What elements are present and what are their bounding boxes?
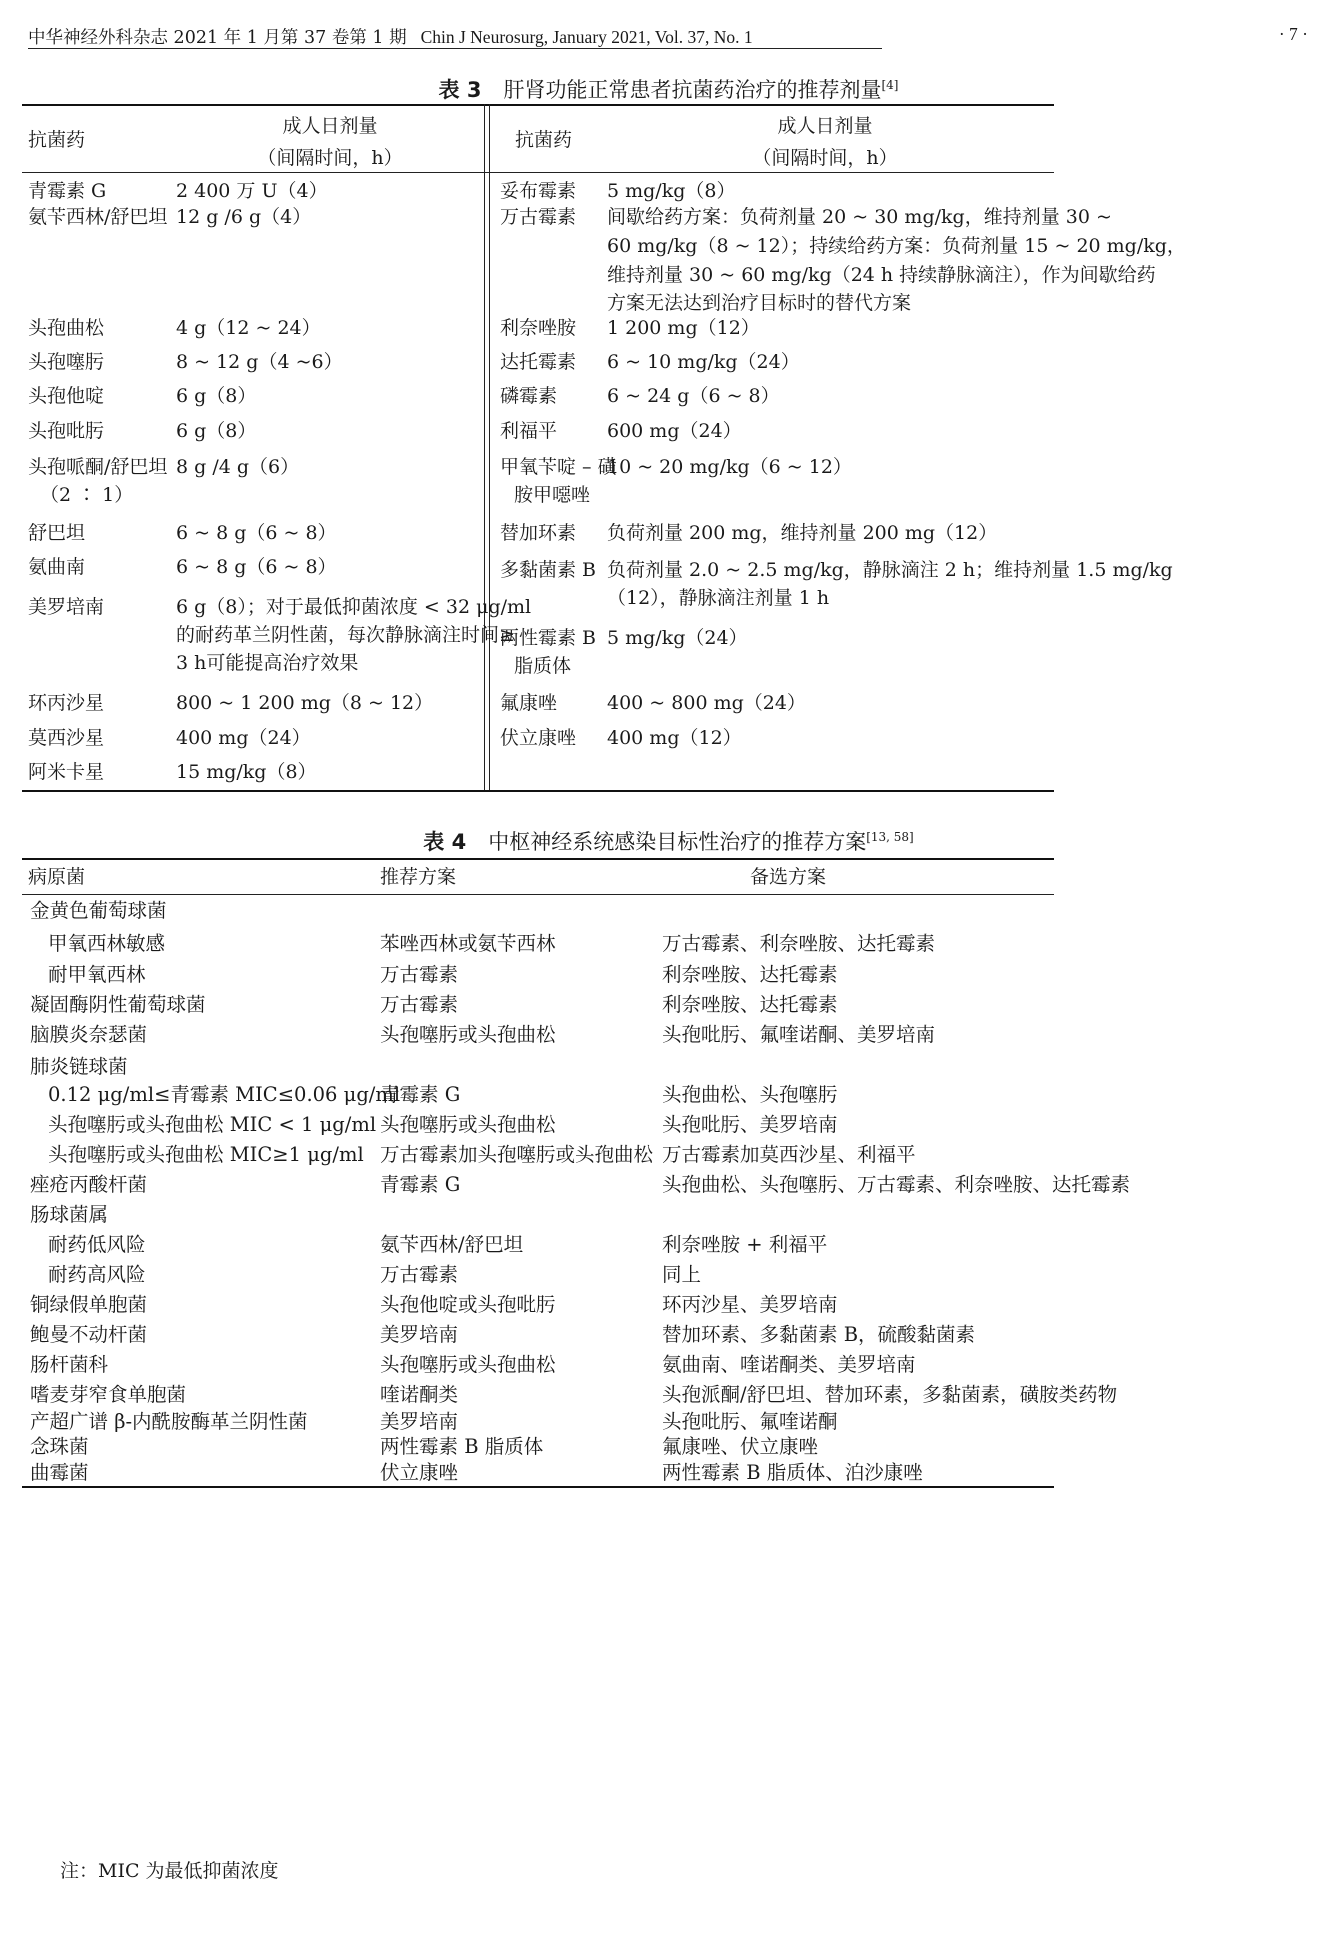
table4-col-pathogen: 病原菌 (28, 866, 86, 888)
table4-pathogen: 痤疮丙酸杆菌 (30, 1173, 148, 1196)
table4-alternative: 氟康唑、伏立康唑 (662, 1435, 819, 1458)
table3-col-dose-line2: （间隔时间，h） (257, 147, 403, 169)
table3-right-drug: 利福平 (500, 420, 558, 442)
table4-alternative: 万古霉素、利奈唑胺、达托霉素 (662, 932, 936, 955)
table4-pathogen: 头孢噻肟或头孢曲松 MIC≥1 μg/ml (48, 1143, 364, 1166)
table4-note: 注：MIC 为最低抑菌浓度 (60, 1860, 279, 1882)
table3-right-dose: 5 mg/kg（8） (607, 180, 736, 202)
table3-left-dose: 800 ~ 1 200 mg（8 ~ 12） (176, 692, 434, 714)
table3-left-drug: 氨曲南 (28, 556, 86, 578)
table3-left-dose: 6 g（8） (176, 420, 257, 442)
table4-col-alternative: 备选方案 (750, 866, 827, 888)
table4-recommended: 喹诺酮类 (380, 1383, 459, 1406)
table3-right-dose: 600 mg（24） (607, 420, 742, 442)
table3-right-dose: 400 mg（12） (607, 727, 742, 749)
table4-recommended: 伏立康唑 (380, 1461, 459, 1484)
table4-ref: [13, 58] (866, 830, 914, 844)
table3-right-dose-cont: 60 mg/kg（8 ~ 12）；持续给药方案：负荷剂量 15 ~ 20 mg/kg， (607, 235, 1186, 257)
table4-pathogen: 嗜麦芽窄食单胞菌 (30, 1383, 187, 1406)
table3-right-dose: 间歇给药方案：负荷剂量 20 ~ 30 mg/kg，维持剂量 30 ~ (607, 206, 1112, 228)
table3-right-dose: 6 ~ 10 mg/kg（24） (607, 351, 800, 373)
table3-caption (0, 74, 1337, 104)
table4-pathogen: 凝固酶阴性葡萄球菌 (30, 993, 206, 1016)
table3-col-drug-left: 抗菌药 (28, 129, 86, 151)
table4-alternative: 头孢派酮/舒巴坦、替加环素，多黏菌素，磺胺类药物 (662, 1383, 1118, 1406)
table3-right-drug: 伏立康唑 (500, 727, 577, 749)
table4-recommended: 苯唑西林或氨苄西林 (380, 932, 556, 955)
table4-alternative: 万古霉素加莫西沙星、利福平 (662, 1143, 916, 1166)
table3-right-drug: 替加环素 (500, 522, 577, 544)
table3-left-drug: 美罗培南 (28, 596, 105, 618)
table4-alternative: 利奈唑胺、达托霉素 (662, 993, 838, 1016)
table4-pathogen: 肠杆菌科 (30, 1353, 109, 1376)
table3-col-dose-left (180, 110, 480, 174)
table3-left-dose: 400 mg（24） (176, 727, 311, 749)
table3-left-drug: 头孢噻肟 (28, 351, 105, 373)
table3-left-dose: 6 g（8） (176, 385, 257, 407)
table4-col-recommended: 推荐方案 (380, 866, 457, 888)
table3-col-drug-right: 抗菌药 (515, 129, 573, 151)
running-header (28, 24, 1308, 50)
table3-left-dose: 6 g（8）；对于最低抑菌浓度 < 32 μg/ml (176, 596, 532, 618)
table3-right-dose-cont: （12），静脉滴注剂量 1 h (607, 587, 830, 609)
table4-pathogen: 脑膜炎奈瑟菌 (30, 1023, 148, 1046)
table4-recommended: 万古霉素 (380, 1263, 459, 1286)
table3-right-dose: 负荷剂量 2.0 ~ 2.5 mg/kg，静脉滴注 2 h；维持剂量 1.5 mg/kg (607, 559, 1173, 581)
table4-alternative: 头孢曲松、头孢噻肟 (662, 1083, 838, 1106)
table3-right-drug-cont: 胺甲噁唑 (514, 484, 591, 506)
table3-left-drug: 头孢他啶 (28, 385, 105, 407)
table4-alternative: 利奈唑胺、达托霉素 (662, 963, 838, 986)
table4-alternative: 氨曲南、喹诺酮类、美罗培南 (662, 1353, 916, 1376)
table4-recommended: 万古霉素 (380, 993, 459, 1016)
table4-alternative: 替加环素、多黏菌素 B，硫酸黏菌素 (662, 1323, 976, 1346)
table4-recommended: 万古霉素 (380, 963, 459, 986)
table3-right-drug: 达托霉素 (500, 351, 577, 373)
table4-recommended: 氨苄西林/舒巴坦 (380, 1233, 524, 1256)
table4-recommended: 美罗培南 (380, 1410, 459, 1433)
table3-left-dose-cont: 的耐药革兰阴性菌，每次静脉滴注时间≥ (176, 624, 515, 646)
table3-col-dose-line2: （间隔时间，h） (752, 147, 898, 169)
table4-recommended: 美罗培南 (380, 1323, 459, 1346)
table4-pathogen: 产超广谱 β-内酰胺酶革兰阴性菌 (30, 1410, 308, 1433)
table3-right-dose-cont: 维持剂量 30 ~ 60 mg/kg（24 h 持续静脉滴注），作为间歇给药 (607, 264, 1156, 286)
table3-ref: [4] (881, 78, 899, 92)
table3-left-drug-cont: （2 ∶ 1） (40, 484, 134, 506)
table3-left-drug: 头孢吡肟 (28, 420, 105, 442)
table4-recommended: 头孢噻肟或头孢曲松 (380, 1353, 556, 1376)
table4-pathogen: 头孢噻肟或头孢曲松 MIC < 1 μg/ml (48, 1113, 377, 1136)
table4-header-rule (22, 894, 1054, 895)
table4-top-rule (22, 858, 1054, 860)
table3-divider (484, 104, 485, 790)
table3-top-rule (22, 104, 1054, 106)
journal-cn: 中华神经外科杂志 2021 年 1 月第 37 卷第 1 期 (28, 28, 407, 48)
table4-pathogen: 曲霉菌 (30, 1461, 89, 1484)
table4-pathogen: 0.12 μg/ml≤青霉素 MIC≤0.06 μg/ml (48, 1083, 401, 1106)
table3-left-drug: 阿米卡星 (28, 761, 105, 783)
table4-recommended: 两性霉素 B 脂质体 (380, 1435, 544, 1458)
table3-left-dose: 2 400 万 U（4） (176, 180, 328, 202)
table3-left-drug: 环丙沙星 (28, 692, 105, 714)
table3-col-dose-right (660, 110, 990, 174)
table3-right-drug: 多黏菌素 B (500, 559, 597, 581)
table4-caption (0, 826, 1337, 856)
table3-left-dose: 8 g /4 g（6） (176, 456, 300, 478)
table4-pathogen: 鲍曼不动杆菌 (30, 1323, 148, 1346)
table3-col-dose-line1: 成人日剂量 (282, 115, 378, 137)
table3-bottom-rule (22, 790, 1054, 792)
table4-alternative: 利奈唑胺 + 利福平 (662, 1233, 828, 1256)
table3-number: 表 3 (438, 78, 482, 102)
table4-pathogen: 耐甲氧西林 (48, 963, 146, 986)
table4-alternative: 头孢吡肟、美罗培南 (662, 1113, 838, 1136)
table4-pathogen: 耐药低风险 (48, 1233, 146, 1256)
table3-left-drug: 头孢曲松 (28, 317, 105, 339)
table4-pathogen: 念珠菌 (30, 1435, 89, 1458)
table3-left-dose: 12 g /6 g（4） (176, 206, 312, 228)
table3-right-drug: 甲氧苄啶 – 磺 (500, 456, 617, 478)
table3-left-drug: 头孢哌酮/舒巴坦 (28, 456, 168, 478)
table4-alternative: 头孢曲松、头孢噻肟、万古霉素、利奈唑胺、达托霉素 (662, 1173, 1131, 1196)
table3-col-dose-line1: 成人日剂量 (777, 115, 873, 137)
table3-right-drug: 妥布霉素 (500, 180, 577, 202)
table3-right-drug: 磷霉素 (500, 385, 558, 407)
header-underline (28, 48, 882, 49)
table3-right-drug: 两性霉素 B (500, 627, 597, 649)
table3-right-dose-cont: 方案无法达到治疗目标时的替代方案 (607, 292, 912, 314)
table4-title: 中枢神经系统感染目标性治疗的推荐方案 (488, 830, 867, 854)
table4-pathogen: 金黄色葡萄球菌 (30, 899, 167, 922)
table3-right-dose: 6 ~ 24 g（6 ~ 8） (607, 385, 780, 407)
table3-left-drug: 氨苄西林/舒巴坦 (28, 206, 168, 228)
table3-right-drug-cont: 脂质体 (514, 655, 572, 677)
table3-right-drug: 万古霉素 (500, 206, 577, 228)
table3-left-dose: 15 mg/kg（8） (176, 761, 317, 783)
table3-right-drug: 氟康唑 (500, 692, 558, 714)
table4-recommended: 青霉素 G (380, 1083, 461, 1106)
table4-recommended: 头孢他啶或头孢吡肟 (380, 1293, 556, 1316)
table3-left-drug: 舒巴坦 (28, 522, 86, 544)
table3-left-dose-cont: 3 h可能提高治疗效果 (176, 652, 359, 674)
table3-right-drug: 利奈唑胺 (500, 317, 577, 339)
page-number: · 7 · (1278, 24, 1308, 44)
table4-alternative: 头孢吡肟、氟喹诺酮 (662, 1410, 838, 1433)
table4-recommended: 万古霉素加头孢噻肟或头孢曲松 (380, 1143, 654, 1166)
table3-right-dose: 负荷剂量 200 mg，维持剂量 200 mg（12） (607, 522, 998, 544)
table4-pathogen: 铜绿假单胞菌 (30, 1293, 148, 1316)
table4-alternative: 两性霉素 B 脂质体、泊沙康唑 (662, 1461, 923, 1484)
table3-right-dose: 1 200 mg（12） (607, 317, 760, 339)
table4-recommended: 头孢噻肟或头孢曲松 (380, 1113, 556, 1136)
table4-recommended: 青霉素 G (380, 1173, 461, 1196)
table4-pathogen: 耐药高风险 (48, 1263, 146, 1286)
table4-number: 表 4 (423, 830, 467, 854)
table4-alternative: 环丙沙星、美罗培南 (662, 1293, 838, 1316)
table3-title: 肝肾功能正常患者抗菌药治疗的推荐剂量 (503, 78, 882, 102)
table4-pathogen: 肺炎链球菌 (30, 1055, 128, 1078)
table3-divider (489, 104, 490, 790)
table3-left-dose: 4 g（12 ~ 24） (176, 317, 321, 339)
journal-en: Chin J Neurosurg, January 2021, Vol. 37, No. 1 (420, 27, 753, 47)
table3-left-dose: 6 ~ 8 g（6 ~ 8） (176, 556, 337, 578)
journal-citation (28, 24, 753, 49)
table4-pathogen: 甲氧西林敏感 (48, 932, 166, 955)
table3-left-dose: 8 ~ 12 g（4 ~6） (176, 351, 343, 373)
table4-alternative: 同上 (662, 1263, 702, 1286)
table4-recommended: 头孢噻肟或头孢曲松 (380, 1023, 556, 1046)
table3-left-drug: 莫西沙星 (28, 727, 105, 749)
table3-right-dose: 10 ~ 20 mg/kg（6 ~ 12） (607, 456, 852, 478)
table3-right-dose: 5 mg/kg（24） (607, 627, 748, 649)
table3-right-dose: 400 ~ 800 mg（24） (607, 692, 806, 714)
table4-pathogen: 肠球菌属 (30, 1203, 109, 1226)
table4-alternative: 头孢吡肟、氟喹诺酮、美罗培南 (662, 1023, 936, 1046)
table3-left-dose: 6 ~ 8 g（6 ~ 8） (176, 522, 337, 544)
table3-left-drug: 青霉素 G (28, 180, 107, 202)
